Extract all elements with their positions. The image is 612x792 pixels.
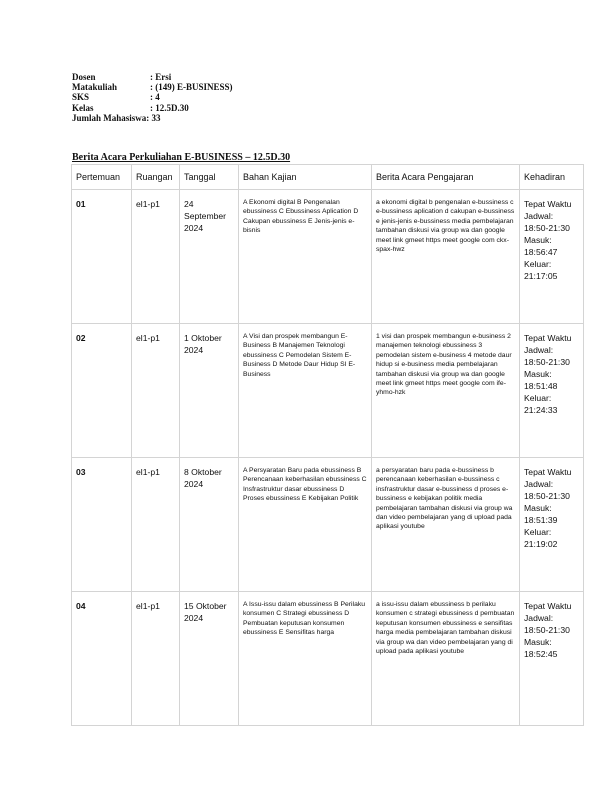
berita-acara-table bbox=[71, 164, 584, 726]
header-ruangan: Ruangan bbox=[132, 165, 180, 190]
info-value: : 33 bbox=[146, 112, 161, 123]
info-kelas bbox=[72, 103, 233, 113]
cell-berita-acara: a persyaratan baru pada e-bussiness b perencanaan keberhasilan e-bussiness c insfrastruktur dasar e-bussiness d proses e-bussiness e kebijakan politik media pembelajaran tambahan diskusi via group wa dan video pembelajaran yang di upload pada aplikasi youtube bbox=[372, 458, 520, 592]
info-label: SKS bbox=[72, 92, 90, 103]
cell-berita-acara: a issu-issu dalam ebussiness b perilaku konsumen c strategi ebussiness d pembuatan keputusan konsumen ebussiness e sensifitas harga media pembelajaran tambahan diskusi via group wa dan video pembelajaran yang di upload pada aplikasi youtube bbox=[372, 592, 520, 726]
cell-ruangan: el1-p1 bbox=[132, 592, 180, 726]
cell-bahan-kajian: A Persyaratan Baru pada ebussiness B Perencanaan keberhasilan ebussiness C Insfrastruktur dasar ebussiness D Proses ebussiness E Kebijakan Politik bbox=[239, 458, 372, 592]
header-tanggal: Tanggal bbox=[180, 165, 239, 190]
table-row bbox=[72, 592, 584, 726]
table-row bbox=[72, 190, 584, 324]
info-sks bbox=[72, 92, 233, 102]
table-row bbox=[72, 324, 584, 458]
header-kehadiran: Kehadiran bbox=[520, 165, 584, 190]
cell-ruangan: el1-p1 bbox=[132, 324, 180, 458]
info-label: Dosen bbox=[72, 72, 96, 82]
cell-kehadiran: Tepat Waktu Jadwal: 18:50-21:30 Masuk: 18:56:47 Keluar: 21:17:05 bbox=[520, 190, 584, 324]
info-value: : (149) E-BUSINESS) bbox=[150, 82, 233, 93]
info-jumlah-mahasiswa bbox=[72, 113, 233, 123]
cell-tanggal: 1 Oktober 2024 bbox=[180, 324, 239, 458]
header-berita-acara: Berita Acara Pengajaran bbox=[372, 165, 520, 190]
cell-ruangan: el1-p1 bbox=[132, 458, 180, 592]
cell-kehadiran: Tepat Waktu Jadwal: 18:50-21:30 Masuk: 18:51:39 Keluar: 21:19:02 bbox=[520, 458, 584, 592]
cell-pertemuan: 01 bbox=[72, 190, 132, 324]
cell-bahan-kajian: A Ekonomi digital B Pengenalan ebussiness C Ebussiness Aplication D Cakupan ebussiness E Jenis-jenis e-bisnis bbox=[239, 190, 372, 324]
cell-bahan-kajian: A Issu-issu dalam ebussiness B Perilaku konsumen C Strategi ebussiness D Pembuatan keputusan konsumen ebussiness E Sensifitas harga bbox=[239, 592, 372, 726]
info-matakuliah bbox=[72, 82, 233, 92]
course-info bbox=[72, 72, 233, 123]
cell-tanggal: 8 Oktober 2024 bbox=[180, 458, 239, 592]
cell-pertemuan: 02 bbox=[72, 324, 132, 458]
section-title: Berita Acara Perkuliahan E-BUSINESS – 12.5D.30 bbox=[72, 152, 291, 163]
cell-kehadiran: Tepat Waktu Jadwal: 18:50-21:30 Masuk: 18:51:48 Keluar: 21:24:33 bbox=[520, 324, 584, 458]
info-value: : Ersi bbox=[150, 72, 172, 82]
cell-pertemuan: 04 bbox=[72, 592, 132, 726]
info-value: : 4 bbox=[150, 92, 160, 103]
cell-pertemuan: 03 bbox=[72, 458, 132, 592]
cell-kehadiran: Tepat Waktu Jadwal: 18:50-21:30 Masuk: 18:52:45 bbox=[520, 592, 584, 726]
info-value: : 12.5D.30 bbox=[150, 102, 189, 113]
header-pertemuan: Pertemuan bbox=[72, 165, 132, 190]
cell-ruangan: el1-p1 bbox=[132, 190, 180, 324]
info-label: Matakuliah bbox=[72, 82, 118, 93]
cell-tanggal: 24 September 2024 bbox=[180, 190, 239, 324]
header-bahan-kajian: Bahan Kajian bbox=[239, 165, 372, 190]
info-label: Kelas bbox=[72, 102, 94, 113]
table-header-row bbox=[72, 165, 584, 190]
cell-berita-acara: a ekonomi digital b pengenalan e-bussiness c e-bussiness aplication d cakupan e-bussiness e jenis-jenis e-bussiness media pembelajaran tambahan diskusi via group wa dan google meet link gmeet https meet google com ckx-spax-hwz bbox=[372, 190, 520, 324]
cell-berita-acara: 1 visi dan prospek membangun e-business 2 manajemen teknologi ebussiness 3 pemodelan sistem e-business 4 metode daur hidup si e-business media pembelajaran tambahan diskusi via group wa dan google meet link gmeet https meet google com ife-yhmo-hzk bbox=[372, 324, 520, 458]
table-row bbox=[72, 458, 584, 592]
info-dosen bbox=[72, 72, 233, 82]
cell-bahan-kajian: A Visi dan prospek membangun E- Business B Manajemen Teknologi ebussiness C Pemodelan Sistem E- Business D Metode Daur Hidup SI E-Business bbox=[239, 324, 372, 458]
cell-tanggal: 15 Oktober 2024 bbox=[180, 592, 239, 726]
info-label: Jumlah Mahasiswa bbox=[72, 112, 147, 123]
